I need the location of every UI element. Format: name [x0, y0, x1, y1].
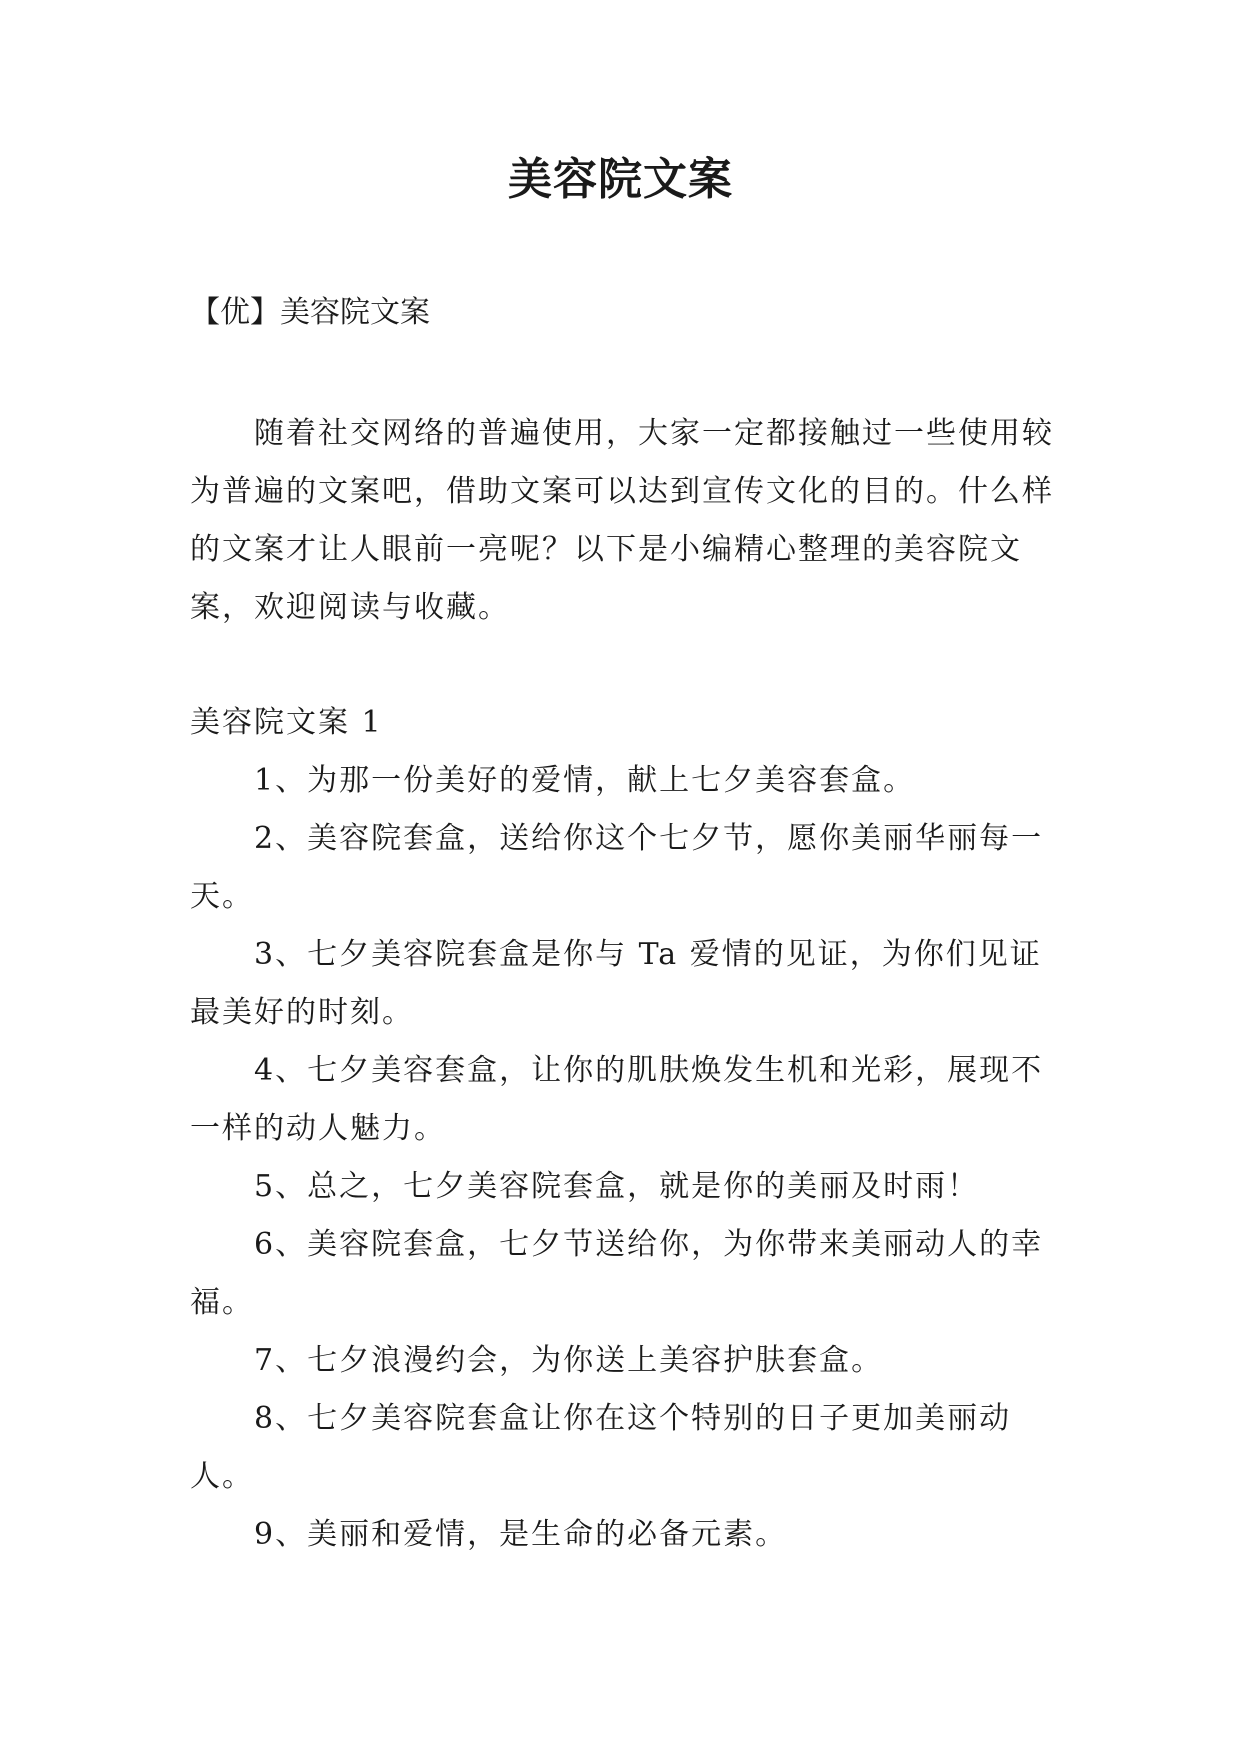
- section-heading: 美容院文案 1: [190, 705, 383, 740]
- list-item: 8、七夕美容院套盒让你在这个特别的日子更加美丽动人。: [190, 1401, 1012, 1494]
- list-item: 4、七夕美容套盒，让你的肌肤焕发生机和光彩，展现不一样的动人魅力。: [190, 1053, 1044, 1146]
- document-subtitle: 【优】美容院文案: [190, 295, 430, 330]
- list-item: 1、为那一份美好的爱情，献上七夕美容套盒。: [254, 763, 916, 798]
- list-item: 7、七夕浪漫约会，为你送上美容护肤套盒。: [254, 1343, 884, 1378]
- list-item: 5、总之，七夕美容院套盒，就是你的美丽及时雨！: [254, 1169, 980, 1204]
- document-body: [190, 405, 1056, 1564]
- list-item: 9、美丽和爱情，是生命的必备元素。: [254, 1517, 788, 1552]
- list-item: 2、美容院套盒，送给你这个七夕节，愿你美丽华丽每一天。: [190, 821, 1044, 914]
- list-item: 6、美容院套盒，七夕节送给你，为你带来美丽动人的幸福。: [190, 1227, 1044, 1320]
- document-title: 美容院文案: [508, 154, 733, 205]
- list-item: 3、七夕美容院套盒是你与 Ta 爱情的见证，为你们见证最美好的时刻。: [190, 937, 1042, 1030]
- intro-paragraph: 随着社交网络的普遍使用，大家一定都接触过一些使用较为普遍的文案吧，借助文案可以达到宣传文化的目的。什么样的文案才让人眼前一亮呢？以下是小编精心整理的美容院文案，欢迎阅读与收藏。: [190, 416, 1054, 625]
